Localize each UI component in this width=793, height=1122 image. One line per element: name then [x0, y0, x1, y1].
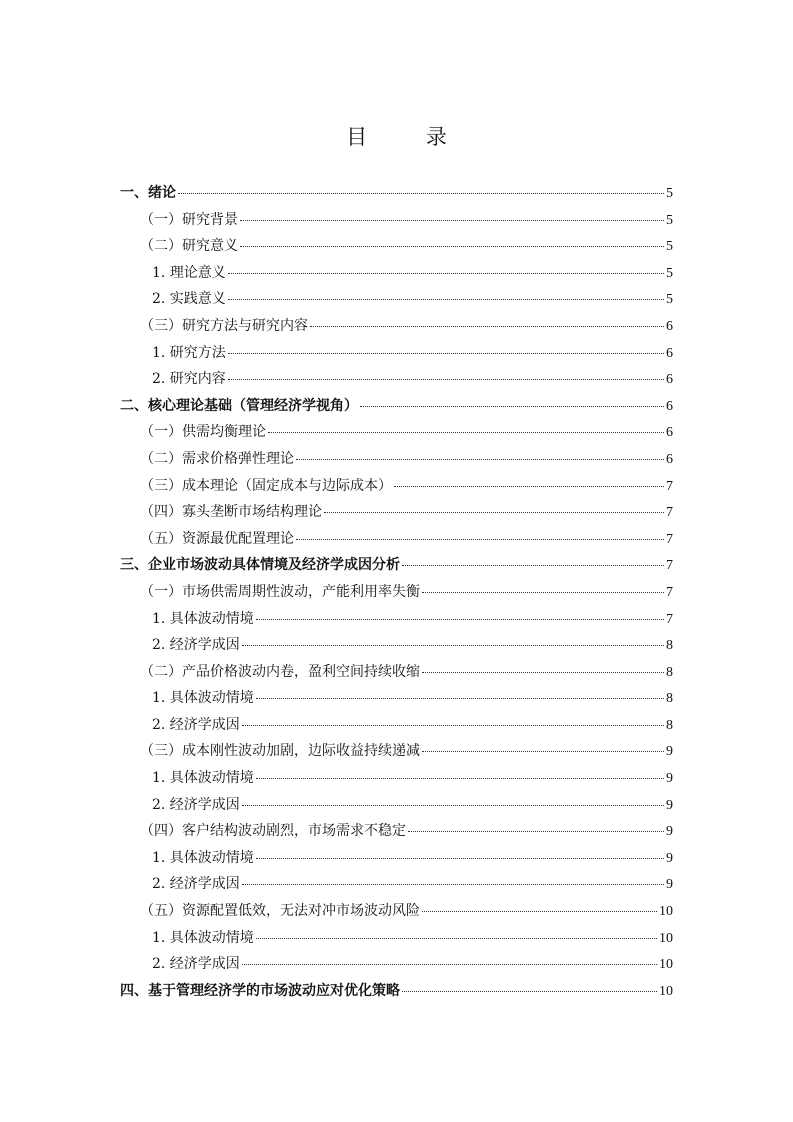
toc-entry-label: （一）市场供需周期性波动，产能利用率失衡 — [140, 583, 420, 600]
dot-leader — [256, 698, 664, 699]
dot-leader — [228, 379, 664, 380]
toc-entry[interactable] — [120, 740, 673, 767]
dot-leader — [422, 751, 664, 752]
toc-entry[interactable] — [120, 767, 673, 794]
toc-entry-label: 1. 研究方法 — [152, 344, 226, 361]
toc-entry-label: 四、基于管理经济学的市场波动应对优化策略 — [120, 982, 400, 999]
toc-entry-page-number: 9 — [666, 824, 673, 840]
toc-entry-label: 一、绪论 — [120, 185, 176, 201]
dot-leader — [360, 406, 664, 407]
dot-leader — [394, 486, 664, 487]
toc-entry-page-number: 10 — [659, 957, 673, 973]
toc-entry-label: 1. 具体波动情境 — [152, 849, 254, 866]
dot-leader — [408, 831, 664, 832]
toc-entry-label: （五）资源最优配置理论 — [140, 530, 294, 547]
toc-entry[interactable] — [120, 182, 673, 209]
toc-entry-page-number: 10 — [659, 930, 673, 946]
dot-leader — [324, 512, 664, 513]
toc-entry-label: 2. 实践意义 — [152, 291, 226, 308]
toc-entry-page-number: 6 — [666, 425, 673, 441]
dot-leader — [242, 725, 664, 726]
toc-entry-label: 2. 经济学成因 — [152, 956, 240, 973]
toc-entry-page-number: 9 — [666, 797, 673, 813]
toc-entry[interactable] — [120, 475, 673, 502]
toc-entry-page-number: 7 — [666, 611, 673, 627]
toc-entry-page-number: 10 — [659, 904, 673, 920]
dot-leader — [422, 592, 664, 593]
toc-entry-page-number: 10 — [659, 983, 673, 999]
toc-entry-page-number: 7 — [666, 478, 673, 494]
toc-entry[interactable] — [120, 235, 673, 262]
dot-leader — [310, 326, 664, 327]
toc-entry-page-number: 5 — [666, 292, 673, 308]
table-of-contents — [120, 182, 673, 1006]
toc-entry[interactable] — [120, 395, 673, 422]
toc-entry-page-number: 7 — [666, 558, 673, 574]
dot-leader — [242, 964, 657, 965]
toc-entry[interactable] — [120, 368, 673, 395]
toc-entry-label: 1. 具体波动情境 — [152, 770, 254, 787]
toc-entry-page-number: 6 — [666, 451, 673, 467]
toc-entry-label: 三、企业市场波动具体情境及经济学成因分析 — [120, 557, 400, 574]
dot-leader — [296, 539, 664, 540]
dot-leader — [402, 565, 664, 566]
toc-entry[interactable] — [120, 820, 673, 847]
toc-entry[interactable] — [120, 980, 673, 1007]
toc-entry-page-number: 5 — [666, 239, 673, 255]
toc-entry[interactable] — [120, 421, 673, 448]
dot-leader — [256, 778, 664, 779]
toc-entry-label: （三）成本刚性波动加剧，边际收益持续递减 — [140, 743, 420, 760]
dot-leader — [402, 991, 657, 992]
toc-entry[interactable] — [120, 900, 673, 927]
toc-entry[interactable] — [120, 794, 673, 821]
toc-entry[interactable] — [120, 528, 673, 555]
toc-entry-label: 2. 经济学成因 — [152, 637, 240, 654]
toc-entry-label: （一）供需均衡理论 — [140, 424, 266, 441]
dot-leader — [256, 938, 657, 939]
toc-entry-label: （三）研究方法与研究内容 — [140, 317, 308, 334]
toc-entry-label: （四）客户结构波动剧烈，市场需求不稳定 — [140, 823, 406, 840]
toc-entry-page-number: 7 — [666, 505, 673, 521]
toc-entry-label: 2. 研究内容 — [152, 371, 226, 388]
dot-leader — [422, 911, 657, 912]
toc-entry-page-number: 5 — [666, 186, 673, 201]
dot-leader — [228, 353, 664, 354]
toc-entry-page-number: 6 — [666, 345, 673, 361]
dot-leader — [228, 299, 664, 300]
dot-leader — [228, 273, 664, 274]
toc-entry[interactable] — [120, 262, 673, 289]
toc-entry-page-number: 8 — [666, 638, 673, 654]
toc-entry-page-number: 5 — [666, 265, 673, 281]
toc-entry[interactable] — [120, 927, 673, 954]
toc-entry-label: 二、核心理论基础（管理经济学视角） — [120, 397, 358, 414]
toc-entry[interactable] — [120, 501, 673, 528]
toc-entry-label: 1. 具体波动情境 — [152, 929, 254, 946]
toc-entry-page-number: 8 — [666, 717, 673, 733]
toc-entry[interactable] — [120, 953, 673, 980]
toc-entry-label: 2. 经济学成因 — [152, 876, 240, 893]
toc-entry-page-number: 8 — [666, 664, 673, 680]
toc-entry-page-number: 6 — [666, 318, 673, 334]
toc-entry[interactable] — [120, 448, 673, 475]
toc-entry-label: 1. 具体波动情境 — [152, 690, 254, 707]
toc-entry-page-number: 9 — [666, 744, 673, 760]
toc-entry-label: 1. 具体波动情境 — [152, 610, 254, 627]
dot-leader — [256, 619, 664, 620]
toc-entry[interactable] — [120, 581, 673, 608]
dot-leader — [422, 672, 664, 673]
toc-entry-page-number: 9 — [666, 877, 673, 893]
toc-entry-label: （三）成本理论（固定成本与边际成本） — [140, 477, 392, 494]
dot-leader — [242, 805, 664, 806]
toc-entry-label: （二）需求价格弹性理论 — [140, 450, 294, 467]
dot-leader — [268, 432, 664, 433]
toc-entry-label: （一）研究背景 — [140, 211, 238, 228]
toc-entry-page-number: 9 — [666, 850, 673, 866]
toc-entry[interactable] — [120, 608, 673, 635]
toc-title: 目 录 — [346, 125, 473, 149]
dot-leader — [242, 884, 664, 885]
toc-entry[interactable] — [120, 209, 673, 236]
dot-leader — [240, 246, 664, 247]
dot-leader — [178, 193, 664, 194]
toc-entry-page-number: 9 — [666, 771, 673, 787]
toc-entry[interactable] — [120, 634, 673, 661]
toc-entry-label: 2. 经济学成因 — [152, 796, 240, 813]
dot-leader — [242, 645, 664, 646]
toc-entry-page-number: 7 — [666, 584, 673, 600]
toc-entry[interactable] — [120, 288, 673, 315]
toc-entry-page-number: 7 — [666, 531, 673, 547]
toc-entry-label: 1. 理论意义 — [152, 264, 226, 281]
toc-entry[interactable] — [120, 661, 673, 688]
toc-entry[interactable] — [120, 687, 673, 714]
toc-entry-label: （二）产品价格波动内卷，盈利空间持续收缩 — [140, 663, 420, 680]
toc-entry-label: （四）寡头垄断市场结构理论 — [140, 504, 322, 521]
dot-leader — [256, 858, 664, 859]
toc-entry-page-number: 6 — [666, 398, 673, 414]
dot-leader — [240, 220, 664, 221]
toc-entry[interactable] — [120, 847, 673, 874]
toc-entry[interactable] — [120, 554, 673, 581]
toc-entry-label: （五）资源配置低效，无法对冲市场波动风险 — [140, 903, 420, 920]
toc-entry[interactable] — [120, 315, 673, 342]
toc-entry-label: 2. 经济学成因 — [152, 716, 240, 733]
toc-entry[interactable] — [120, 873, 673, 900]
toc-entry[interactable] — [120, 714, 673, 741]
toc-entry-page-number: 5 — [666, 212, 673, 228]
toc-entry[interactable] — [120, 342, 673, 369]
toc-entry-page-number: 6 — [666, 372, 673, 388]
dot-leader — [296, 459, 664, 460]
toc-entry-page-number: 8 — [666, 691, 673, 707]
toc-entry-label: （二）研究意义 — [140, 238, 238, 255]
